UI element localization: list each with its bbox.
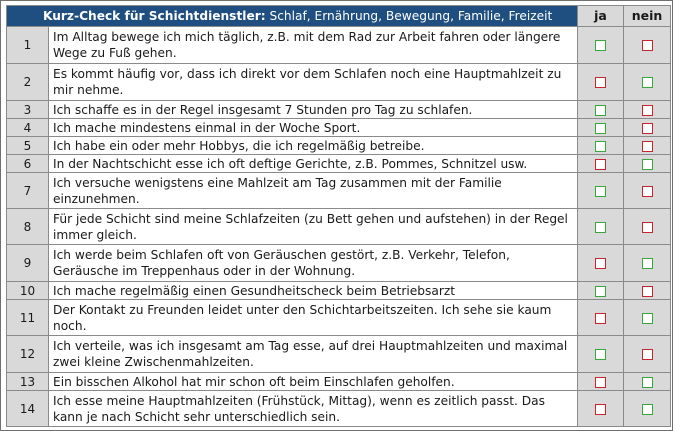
question-text: Ein bisschen Alkohol hat mir schon oft beim Einschlafen geholfen. [49,373,578,391]
checkbox-nein-red[interactable] [642,40,653,51]
table-row [7,391,671,427]
column-header-ja: ja [578,6,624,27]
question-text: Für jede Schicht sind meine Schlafzeiten (zu Bett gehen und aufstehen) in der Regel immer gleich. [49,209,578,245]
table-row [7,101,671,119]
answer-cell-nein [624,27,671,64]
checkbox-nein-red[interactable] [642,123,653,134]
answer-cell-nein [624,137,671,155]
question-text: Im Alltag bewege ich mich täglich, z.B. mit dem Rad zur Arbeit fahren oder längere Wege zu Fuß gehen. [49,27,578,64]
answer-cell-nein [624,209,671,245]
answer-cell-ja [578,373,624,391]
checkbox-ja-green[interactable] [595,349,606,360]
answer-cell-ja [578,391,624,427]
row-number: 8 [7,209,49,245]
table-row [7,282,671,300]
row-number: 4 [7,119,49,137]
question-text: Ich versuche wenigstens eine Mahlzeit am Tag zusammen mit der Familie einzunehmen. [49,173,578,209]
question-text: Ich habe ein oder mehr Hobbys, die ich regelmäßig betreibe. [49,137,578,155]
table-row [7,173,671,209]
checkbox-ja-green[interactable] [595,40,606,51]
answer-cell-ja [578,245,624,282]
answer-cell-nein [624,173,671,209]
row-number: 12 [7,336,49,373]
checklist-table [6,5,671,427]
checklist-rows [7,27,671,427]
checkbox-ja-red[interactable] [595,77,606,88]
checkbox-nein-green[interactable] [642,258,653,269]
checkbox-ja-green[interactable] [595,123,606,134]
row-number: 3 [7,101,49,119]
row-number: 10 [7,282,49,300]
table-row [7,209,671,245]
checkbox-ja-green[interactable] [595,286,606,297]
checkbox-ja-red[interactable] [595,258,606,269]
question-text: Ich verteile, was ich insgesamt am Tag esse, auf drei Hauptmahlzeiten und maximal zwei kleine Zwischenmahlzeiten. [49,336,578,373]
checkbox-nein-green[interactable] [642,404,653,415]
checkbox-ja-green[interactable] [595,222,606,233]
checkbox-ja-red[interactable] [595,404,606,415]
title-bold: Kurz-Check für Schichtdienstler: [43,9,266,23]
table-row [7,119,671,137]
checkbox-ja-red[interactable] [595,159,606,170]
checkbox-nein-red[interactable] [642,105,653,116]
answer-cell-ja [578,209,624,245]
checkbox-nein-red[interactable] [642,186,653,197]
checkbox-nein-red[interactable] [642,141,653,152]
table-row [7,373,671,391]
answer-cell-nein [624,391,671,427]
column-header-nein: nein [624,6,671,27]
table-row [7,137,671,155]
answer-cell-ja [578,282,624,300]
answer-cell-ja [578,336,624,373]
checkbox-nein-red[interactable] [642,286,653,297]
question-text: Ich mache regelmäßig einen Gesundheitscheck beim Betriebsarzt [49,282,578,300]
answer-cell-nein [624,64,671,101]
table-row [7,27,671,64]
row-number: 13 [7,373,49,391]
table-row [7,155,671,173]
answer-cell-ja [578,155,624,173]
checkbox-ja-green[interactable] [595,105,606,116]
question-text: Ich esse meine Hauptmahlzeiten (Frühstück, Mittag), wenn es zeitlich passt. Das kann je nach Schicht sehr unterschiedlich sein. [49,391,578,427]
row-number: 5 [7,137,49,155]
answer-cell-nein [624,155,671,173]
answer-cell-nein [624,245,671,282]
answer-cell-nein [624,373,671,391]
row-number: 2 [7,64,49,101]
checkbox-ja-green[interactable] [595,186,606,197]
checkbox-nein-red[interactable] [642,349,653,360]
checkbox-ja-red[interactable] [595,313,606,324]
question-text: Ich schaffe es in der Regel insgesamt 7 Stunden pro Tag zu schlafen. [49,101,578,119]
row-number: 7 [7,173,49,209]
checkbox-nein-green[interactable] [642,377,653,388]
table-row [7,64,671,101]
answer-cell-ja [578,64,624,101]
row-number: 6 [7,155,49,173]
answer-cell-ja [578,101,624,119]
checkbox-ja-red[interactable] [595,377,606,388]
answer-cell-nein [624,336,671,373]
answer-cell-nein [624,300,671,336]
answer-cell-ja [578,27,624,64]
checkbox-nein-green[interactable] [642,159,653,170]
row-number: 1 [7,27,49,64]
table-title [7,6,578,27]
title-topics: Schlaf, Ernährung, Bewegung, Familie, Freizeit [265,9,553,23]
checkbox-ja-green[interactable] [595,141,606,152]
answer-cell-ja [578,137,624,155]
checkbox-nein-green[interactable] [642,77,653,88]
answer-cell-nein [624,101,671,119]
answer-cell-ja [578,300,624,336]
row-number: 11 [7,300,49,336]
answer-cell-ja [578,119,624,137]
question-text: In der Nachtschicht esse ich oft deftige Gerichte, z.B. Pommes, Schnitzel usw. [49,155,578,173]
table-row [7,336,671,373]
header-row [7,6,671,27]
question-text: Ich mache mindestens einmal in der Woche Sport. [49,119,578,137]
checkbox-nein-green[interactable] [642,313,653,324]
answer-cell-ja [578,173,624,209]
row-number: 9 [7,245,49,282]
question-text: Ich werde beim Schlafen oft von Geräuschen gestört, z.B. Verkehr, Telefon, Geräusche im Treppenhaus oder in der Wohnung. [49,245,578,282]
table-row [7,245,671,282]
table-row [7,300,671,336]
checkbox-nein-red[interactable] [642,222,653,233]
answer-cell-nein [624,119,671,137]
answer-cell-nein [624,282,671,300]
question-text: Es kommt häufig vor, dass ich direkt vor dem Schlafen noch eine Hauptmahlzeit zu mir nehme. [49,64,578,101]
question-text: Der Kontakt zu Freunden leidet unter den Schichtarbeitszeiten. Ich sehe sie kaum noch. [49,300,578,336]
row-number: 14 [7,391,49,427]
